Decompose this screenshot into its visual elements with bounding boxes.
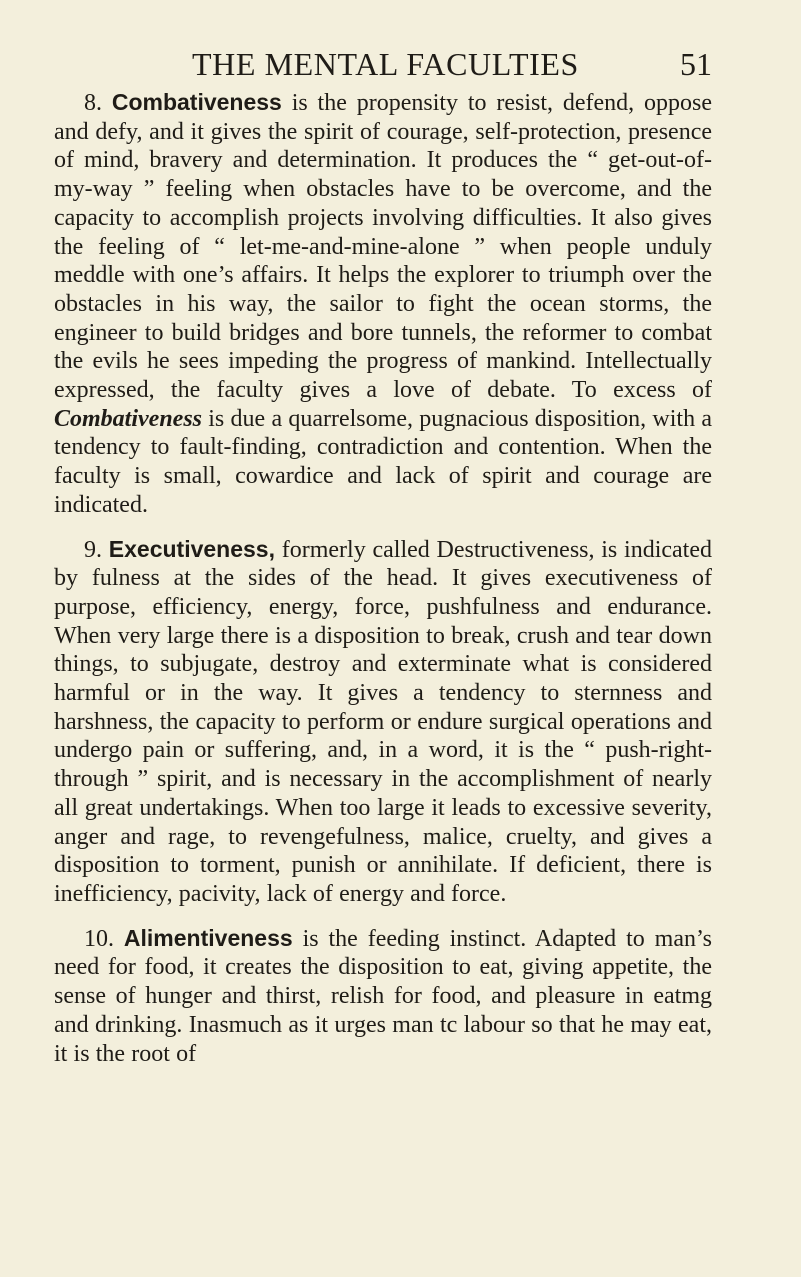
body-text [54,88,712,1068]
term-heading: Executiveness, [108,535,275,562]
paragraph-text: is due a quarrelsome, pugnacious disposition, with a tendency to fault-finding, contradiction and contention. When the faculty is small, cowardice and lack of spirit and courage are indicated. [54,405,712,518]
paragraph-number: 10. [84,925,114,952]
term-heading: Alimentiveness [123,924,293,951]
term-heading: Combativeness [111,89,282,115]
paragraph-text: is the propensity to resist, defend, oppose and defy, and it gives the spirit of courage, self-protection, presence of mind, bravery and determination. It produces the “ get-out-of-my-way ” feeling when obstacles have to be overcome, and the capacity to accomplish projects involving difficulties. It also gives the feeling of “ let-me-and-mine-alone ” when people unduly meddle with one’s affairs. It helps the explorer to triumph over the obstacles in his way, the sailor to fight the ocean storms, the engineer to build bridges and bore tunnels, the reformer to combat the evils he sees impeding the progress of mankind. Intellectually expressed, the faculty gives a love of debate. To excess of [54,90,712,404]
paragraph-alimentiveness [54,924,712,1069]
paragraph-text: is the feeding instinct. Adapted to man’s need for food, it creates the disposition to eat, giving appetite, the sense of hunger and thirst, relish for food, and pleasure in eatmg and drinking. Inasmuch as it urges man tc labour so that he may eat, it is the root of [54,925,712,1067]
page-header [192,44,712,84]
paragraph-number: 9. [84,536,102,563]
paragraph-executiveness [54,535,712,909]
page-number: 51 [680,46,712,82]
running-head: THE MENTAL FACULTIES [192,46,579,82]
paragraph-text: formerly called Destructiveness, is indicated by fulness at the sides of the head. It gives executiveness of purpose, efficiency, energy, force, pushfulness and endurance. When very large there is a disposition to break, crush and tear down things, to subjugate, destroy and exterminate what is considered harmful or in the way. It gives a tendency to sternness and harshness, the capacity to perform or endure surgical operations and undergo pain or suffering, and, in a word, it is the “ push-right-through ” spirit, and is necessary in the accomplishment of nearly all great undertakings. When too large it leads to excessive severity, anger and rage, to revengefulness, malice, cruelty, and gives a disposition to torment, punish or annihilate. If deficient, there is inefficiency, pacivity, lack of energy and force. [54,536,712,907]
paragraph-number: 8. [84,90,102,116]
italic-term: Combativeness [54,405,202,432]
paragraph-combativeness [54,88,712,520]
